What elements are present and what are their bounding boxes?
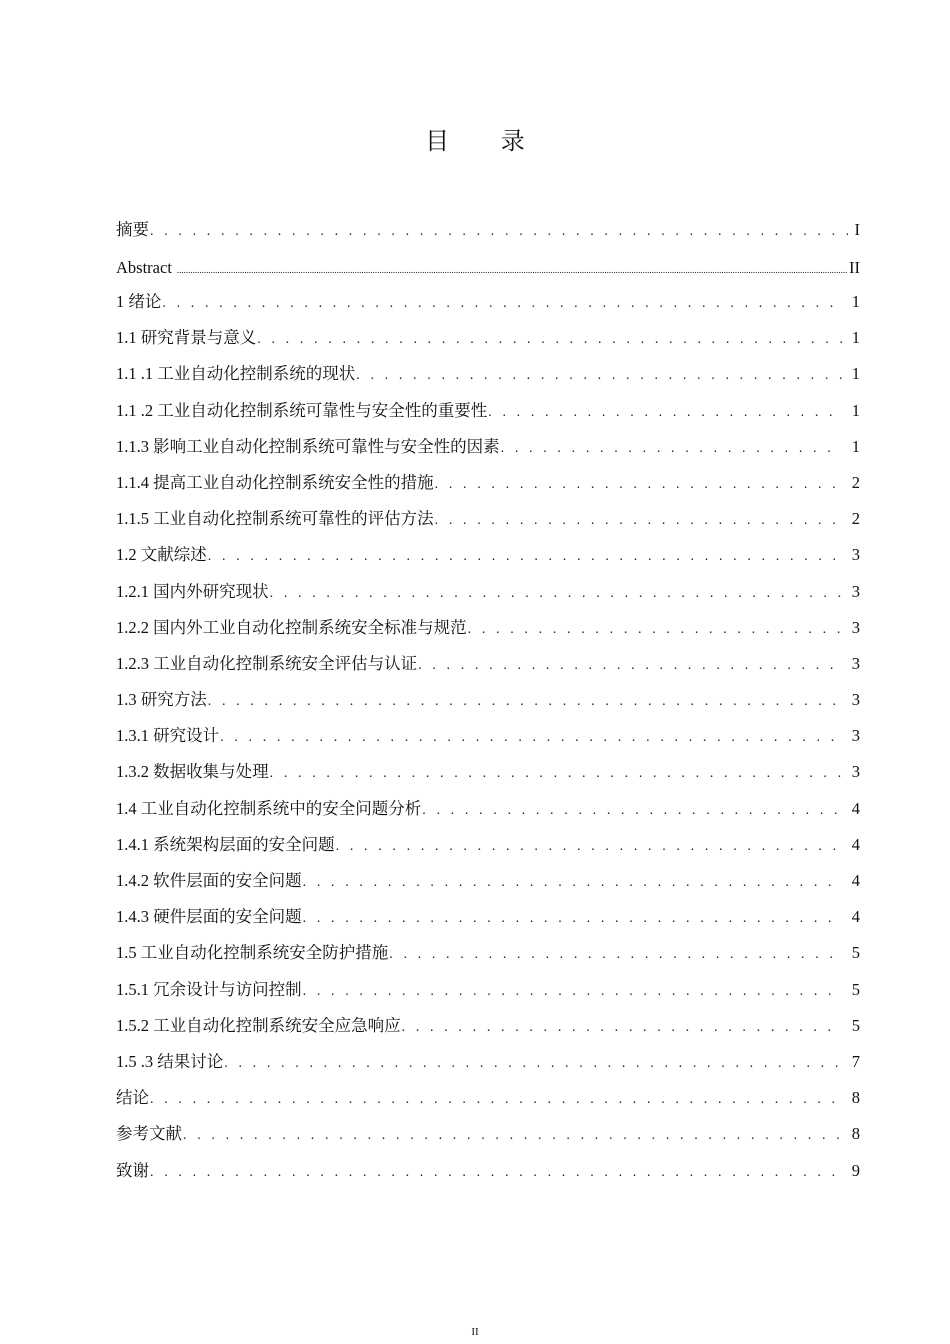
toc-entry-label: 参考文献	[116, 1124, 182, 1144]
toc-entry-page: 3	[851, 726, 860, 746]
toc-entry[interactable]	[116, 284, 860, 320]
toc-entry-label: Abstract	[116, 258, 172, 277]
toc-entry-page: 4	[851, 798, 860, 818]
toc-dot-leader	[435, 467, 842, 503]
toc-entry-label: 1.5.1 冗余设计与访问控制	[116, 979, 302, 999]
toc-entry-label: 1.2.3 工业自动化控制系统安全评估与认证	[116, 653, 418, 673]
toc-entry[interactable]	[116, 429, 860, 465]
toc-dot-leader	[402, 1010, 842, 1046]
toc-entry-page: 1	[851, 292, 860, 311]
toc-entry-conclusion[interactable]	[116, 1080, 860, 1116]
toc-entry-label: 1.1.4 提高工业自动化控制系统安全性的措施	[116, 472, 434, 492]
toc-entry-page: 3	[851, 617, 860, 637]
toc-entry[interactable]	[116, 1008, 860, 1044]
toc-entry-label: 1.1 .2 工业自动化控制系统可靠性与安全性的重要性	[116, 400, 488, 420]
toc-entry-references[interactable]	[116, 1116, 860, 1152]
toc-dot-leader	[468, 612, 842, 648]
toc-dot-leader	[303, 974, 842, 1010]
toc-entry-page: 4	[851, 907, 860, 927]
toc-entry[interactable]	[116, 1044, 860, 1080]
toc-entry[interactable]	[116, 682, 860, 718]
toc-entry-label: 1.3.1 研究设计	[116, 726, 220, 746]
toc-entry-page: 8	[851, 1088, 860, 1108]
toc-entry-label: 1.4.3 硬件层面的安全问题	[116, 907, 302, 927]
toc-entry-label: 1.4 工业自动化控制系统中的安全问题分析	[116, 798, 422, 818]
toc-entry-page: 1	[851, 364, 860, 384]
toc-entry[interactable]	[116, 863, 860, 899]
toc-entry-label: 致谢	[116, 1160, 149, 1180]
toc-entry-label: 1 绪论	[116, 292, 162, 311]
table-of-contents	[116, 212, 860, 1189]
toc-entry-label: 1.2 文献综述	[116, 545, 207, 565]
toc-entry[interactable]	[116, 718, 860, 754]
toc-entry-label: 1.1 研究背景与意义	[116, 328, 257, 348]
toc-dot-leader	[162, 286, 842, 322]
toc-dot-leader	[150, 1155, 842, 1191]
toc-dot-leader	[177, 252, 848, 288]
toc-entry[interactable]	[116, 827, 860, 863]
toc-entry-label: 1.1 .1 工业自动化控制系统的现状	[116, 364, 356, 384]
toc-entry-page: 5	[851, 1015, 860, 1035]
toc-entry-label: 1.1.5 工业自动化控制系统可靠性的评估方法	[116, 509, 434, 529]
toc-entry-page: 9	[851, 1160, 860, 1180]
toc-dot-leader	[150, 1082, 842, 1118]
toc-entry-abstract-en[interactable]	[116, 250, 860, 284]
toc-dot-leader	[270, 576, 842, 612]
toc-entry-label: 1.2.1 国内外研究现状	[116, 581, 269, 601]
toc-entry-acknowledgements[interactable]	[116, 1153, 860, 1189]
toc-dot-leader	[422, 793, 842, 829]
toc-entry-page: 5	[851, 979, 860, 999]
toc-dot-leader	[435, 503, 842, 539]
toc-entry[interactable]	[116, 972, 860, 1008]
toc-entry-page: 2	[851, 509, 860, 529]
toc-entry[interactable]	[116, 574, 860, 610]
toc-entry-page: 4	[851, 834, 860, 854]
page-title: 目 录	[425, 127, 547, 155]
toc-dot-leader	[356, 358, 842, 394]
toc-entry-page: 4	[851, 871, 860, 890]
toc-entry-page: 3	[851, 545, 860, 565]
toc-entry-abstract-cn[interactable]	[116, 212, 860, 250]
toc-dot-leader	[336, 829, 842, 865]
toc-entry[interactable]	[116, 899, 860, 935]
toc-entry-label: 1.5.2 工业自动化控制系统安全应急响应	[116, 1015, 401, 1035]
toc-entry-page: 1	[851, 436, 860, 456]
toc-entry-label: 1.4.2 软件层面的安全问题	[116, 871, 302, 890]
toc-dot-leader	[208, 539, 842, 575]
toc-entry-label: 1.5 .3 结果讨论	[116, 1051, 224, 1071]
toc-entry-page: 3	[851, 581, 860, 601]
toc-entry-page: 5	[851, 943, 860, 963]
toc-dot-leader	[303, 901, 842, 937]
toc-entry[interactable]	[116, 356, 860, 392]
toc-entry-page: 1	[851, 400, 860, 420]
toc-dot-leader	[270, 756, 842, 792]
toc-entry-page: 3	[851, 653, 860, 673]
toc-entry-label: 1.3 研究方法	[116, 690, 207, 710]
toc-entry[interactable]	[116, 320, 860, 356]
toc-dot-leader	[418, 648, 842, 684]
toc-entry[interactable]	[116, 537, 860, 573]
toc-entry-page: 1	[851, 328, 860, 348]
toc-entry[interactable]	[116, 754, 860, 790]
toc-dot-leader	[501, 431, 842, 467]
toc-entry-page: 2	[851, 472, 860, 492]
toc-dot-leader	[183, 1118, 842, 1154]
toc-entry-page: 7	[851, 1051, 860, 1071]
toc-dot-leader	[224, 1046, 842, 1082]
toc-entry-page: 8	[851, 1124, 860, 1144]
toc-dot-leader	[257, 322, 842, 358]
toc-dot-leader	[389, 937, 842, 973]
page-number-footer: II	[471, 1326, 479, 1338]
toc-dot-leader	[220, 720, 842, 756]
toc-entry[interactable]	[116, 501, 860, 537]
toc-entry[interactable]	[116, 393, 860, 429]
toc-dot-leader	[488, 395, 842, 431]
toc-entry-label: 1.2.2 国内外工业自动化控制系统安全标准与规范	[116, 617, 467, 637]
toc-entry-label: 1.4.1 系统架构层面的安全问题	[116, 834, 335, 854]
toc-entry-label: 1.1.3 影响工业自动化控制系统可靠性与安全性的因素	[116, 436, 500, 456]
toc-entry-page: 3	[851, 690, 860, 710]
toc-entry-page: I	[854, 220, 860, 239]
toc-entry-label: 1.5 工业自动化控制系统安全防护措施	[116, 943, 389, 963]
toc-entry-label: 1.3.2 数据收集与处理	[116, 762, 269, 782]
toc-dot-leader	[303, 865, 842, 901]
toc-entry[interactable]	[116, 465, 860, 501]
toc-entry[interactable]	[116, 791, 860, 827]
toc-entry-label: 摘要	[116, 220, 149, 239]
toc-entry[interactable]	[116, 935, 860, 971]
toc-entry-label: 结论	[116, 1088, 149, 1108]
toc-dot-leader	[150, 214, 848, 250]
toc-entry[interactable]	[116, 610, 860, 646]
toc-entry[interactable]	[116, 646, 860, 682]
toc-entry-page: II	[849, 258, 860, 277]
toc-entry-page: 3	[851, 762, 860, 782]
toc-dot-leader	[208, 684, 842, 720]
